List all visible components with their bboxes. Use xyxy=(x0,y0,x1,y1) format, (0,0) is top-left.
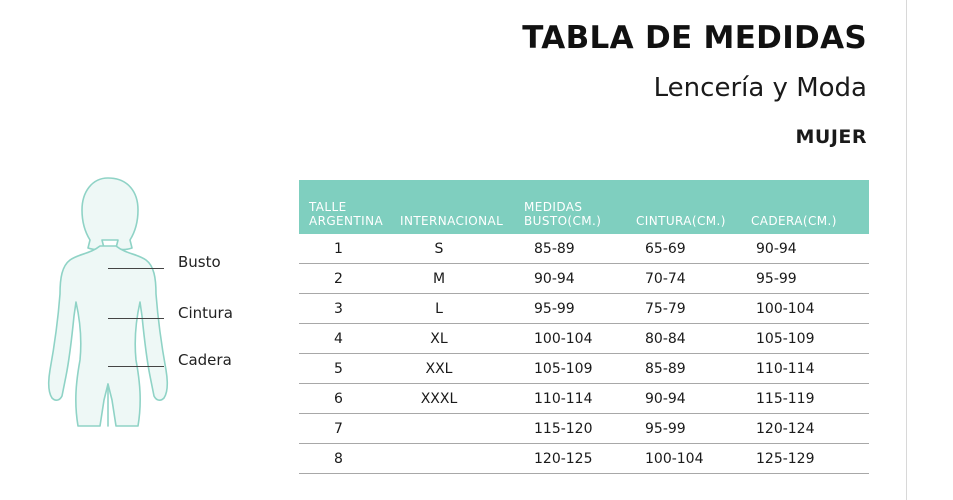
cell-busto: 120-125 xyxy=(512,444,620,474)
col-header-argentina: ARGENTINA xyxy=(309,214,384,228)
cell-internacional: L xyxy=(392,294,512,324)
cell-cintura: 90-94 xyxy=(620,384,737,414)
cell-busto: 90-94 xyxy=(512,264,620,294)
cell-cadera: 90-94 xyxy=(737,234,869,264)
table-row xyxy=(299,414,869,444)
cell-busto: 85-89 xyxy=(512,234,620,264)
col-header-cintura: CINTURA(CM.) xyxy=(620,180,737,234)
cell-cadera: 125-129 xyxy=(737,444,869,474)
cell-cadera: 105-109 xyxy=(737,324,869,354)
cell-cintura: 85-89 xyxy=(620,354,737,384)
col-header-talle-argentina xyxy=(299,180,392,234)
head-shape xyxy=(82,178,138,250)
right-border-line xyxy=(906,0,907,500)
col-header-internacional: INTERNACIONAL xyxy=(392,180,512,234)
cell-cintura: 95-99 xyxy=(620,414,737,444)
cell-talle-argentina: 6 xyxy=(299,384,392,414)
table-header-row xyxy=(299,180,869,234)
col-header-busto: BUSTO(CM.) xyxy=(524,214,602,228)
cell-cadera: 100-104 xyxy=(737,294,869,324)
cell-busto: 110-114 xyxy=(512,384,620,414)
cell-cadera: 95-99 xyxy=(737,264,869,294)
cell-busto: 95-99 xyxy=(512,294,620,324)
cell-talle-argentina: 2 xyxy=(299,264,392,294)
waist-label: Cintura xyxy=(178,304,233,322)
col-header-cadera: CADERA(CM.) xyxy=(737,180,869,234)
cell-cintura: 75-79 xyxy=(620,294,737,324)
cell-busto: 105-109 xyxy=(512,354,620,384)
cell-internacional: M xyxy=(392,264,512,294)
hip-label: Cadera xyxy=(178,351,232,369)
col-header-talle: TALLE xyxy=(309,200,347,214)
cell-talle-argentina: 1 xyxy=(299,234,392,264)
table-row xyxy=(299,384,869,414)
table-row xyxy=(299,324,869,354)
cell-talle-argentina: 8 xyxy=(299,444,392,474)
cell-cadera: 110-114 xyxy=(737,354,869,384)
col-header-medidas: MEDIDAS xyxy=(524,200,583,214)
cell-talle-argentina: 3 xyxy=(299,294,392,324)
waist-indicator-line xyxy=(108,318,164,319)
bust-indicator-line xyxy=(108,268,164,269)
table-row xyxy=(299,444,869,474)
cell-cadera: 120-124 xyxy=(737,414,869,444)
cell-internacional: XL xyxy=(392,324,512,354)
cell-cintura: 100-104 xyxy=(620,444,737,474)
gender-label: MUJER xyxy=(795,126,867,148)
table-row xyxy=(299,294,869,324)
cell-internacional xyxy=(392,444,512,474)
size-chart-table xyxy=(299,180,869,474)
cell-internacional: XXL xyxy=(392,354,512,384)
hip-indicator-line xyxy=(108,366,164,367)
cell-internacional: XXXL xyxy=(392,384,512,414)
cell-cintura: 80-84 xyxy=(620,324,737,354)
cell-internacional xyxy=(392,414,512,444)
page-subtitle: Lencería y Moda xyxy=(653,73,867,103)
col-header-medidas-busto xyxy=(512,180,620,234)
cell-busto: 115-120 xyxy=(512,414,620,444)
cell-talle-argentina: 7 xyxy=(299,414,392,444)
cell-internacional: S xyxy=(392,234,512,264)
table-row xyxy=(299,354,869,384)
table-row xyxy=(299,234,869,264)
page-title: TABLA DE MEDIDAS xyxy=(522,20,867,56)
cell-cintura: 65-69 xyxy=(620,234,737,264)
cell-cadera: 115-119 xyxy=(737,384,869,414)
cell-busto: 100-104 xyxy=(512,324,620,354)
cell-talle-argentina: 5 xyxy=(299,354,392,384)
bust-label: Busto xyxy=(178,253,221,271)
cell-cintura: 70-74 xyxy=(620,264,737,294)
cell-talle-argentina: 4 xyxy=(299,324,392,354)
table-row xyxy=(299,264,869,294)
